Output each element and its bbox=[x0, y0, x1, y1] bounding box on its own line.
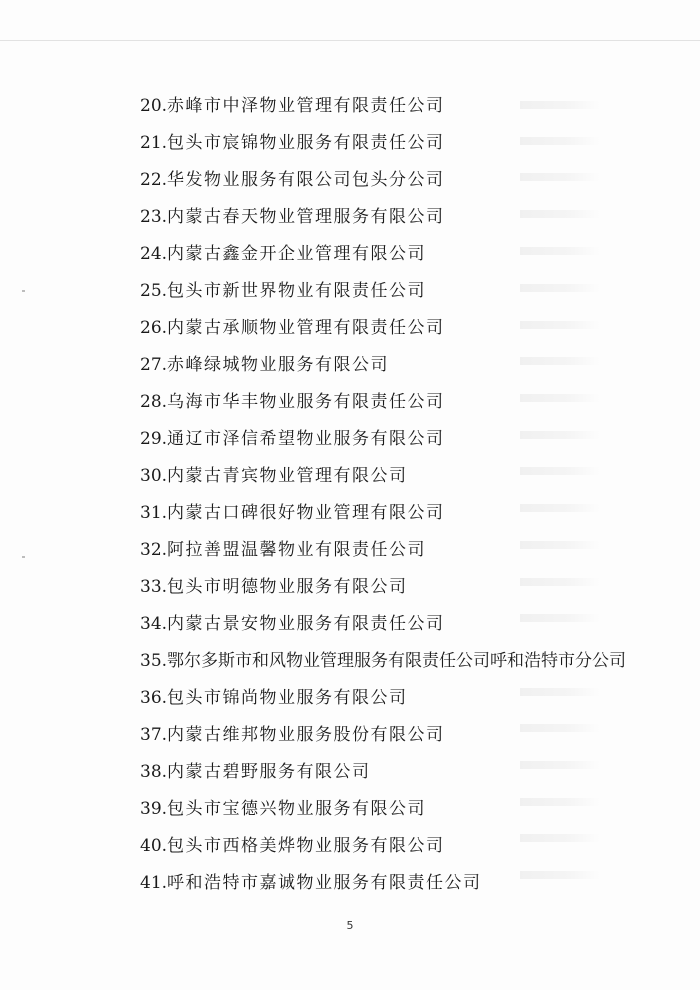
list-item bbox=[140, 532, 626, 569]
item-number: 38. bbox=[140, 762, 168, 782]
item-number: 37. bbox=[140, 725, 168, 745]
company-name: 鄂尔多斯市和风物业管理服务有限责任公司呼和浩特市分公司 bbox=[167, 651, 627, 671]
list-item bbox=[140, 236, 626, 273]
company-name: 包头市西格美烨物业服务有限公司 bbox=[167, 836, 445, 856]
list-item bbox=[140, 125, 626, 162]
company-name: 赤峰市中泽物业管理有限责任公司 bbox=[167, 96, 445, 116]
item-number: 23. bbox=[140, 207, 168, 227]
company-name: 包头市新世界物业有限责任公司 bbox=[167, 281, 427, 301]
item-number: 41. bbox=[140, 873, 168, 893]
item-number: 29. bbox=[140, 429, 168, 449]
list-item bbox=[140, 495, 626, 532]
item-number: 24. bbox=[140, 244, 168, 264]
scan-speck bbox=[22, 556, 25, 558]
list-item bbox=[140, 273, 626, 310]
item-number: 40. bbox=[140, 836, 168, 856]
list-item bbox=[140, 643, 626, 680]
page-top-edge bbox=[0, 40, 700, 41]
company-name: 内蒙古维邦物业服务股份有限公司 bbox=[167, 725, 445, 745]
company-name: 内蒙古鑫金开企业管理有限公司 bbox=[167, 244, 427, 264]
company-name: 乌海市华丰物业服务有限责任公司 bbox=[167, 392, 445, 412]
company-name: 阿拉善盟温馨物业有限责任公司 bbox=[167, 540, 427, 560]
list-item bbox=[140, 458, 626, 495]
list-item bbox=[140, 310, 626, 347]
company-name: 华发物业服务有限公司包头分公司 bbox=[167, 170, 445, 190]
list-item bbox=[140, 347, 626, 384]
item-number: 34. bbox=[140, 614, 168, 634]
item-number: 33. bbox=[140, 577, 168, 597]
list-item bbox=[140, 606, 626, 643]
item-number: 35. bbox=[140, 651, 168, 671]
list-item bbox=[140, 421, 626, 458]
list-item bbox=[140, 754, 626, 791]
item-number: 26. bbox=[140, 318, 168, 338]
company-list bbox=[140, 88, 626, 902]
company-name: 内蒙古青宾物业管理有限公司 bbox=[167, 466, 408, 486]
list-item bbox=[140, 680, 626, 717]
item-number: 32. bbox=[140, 540, 168, 560]
company-name: 内蒙古碧野服务有限公司 bbox=[167, 762, 371, 782]
company-name: 呼和浩特市嘉诚物业服务有限责任公司 bbox=[167, 873, 482, 893]
list-item bbox=[140, 717, 626, 754]
list-item bbox=[140, 828, 626, 865]
item-number: 25. bbox=[140, 281, 168, 301]
item-number: 20. bbox=[140, 96, 168, 116]
company-name: 包头市宸锦物业服务有限责任公司 bbox=[167, 133, 445, 153]
company-name: 内蒙古春天物业管理服务有限公司 bbox=[167, 207, 445, 227]
item-number: 39. bbox=[140, 799, 168, 819]
item-number: 31. bbox=[140, 503, 168, 523]
company-name: 内蒙古承顺物业管理有限责任公司 bbox=[167, 318, 445, 338]
company-name: 内蒙古景安物业服务有限责任公司 bbox=[167, 614, 445, 634]
list-item bbox=[140, 384, 626, 421]
list-item bbox=[140, 569, 626, 606]
item-number: 28. bbox=[140, 392, 168, 412]
item-number: 22. bbox=[140, 170, 168, 190]
company-name: 包头市明德物业服务有限公司 bbox=[167, 577, 408, 597]
list-item bbox=[140, 199, 626, 236]
scan-speck bbox=[22, 290, 25, 292]
list-item bbox=[140, 791, 626, 828]
company-name: 内蒙古口碑很好物业管理有限公司 bbox=[167, 503, 445, 523]
company-name: 通辽市泽信希望物业服务有限公司 bbox=[167, 429, 445, 449]
page-number: 5 bbox=[346, 919, 354, 932]
item-number: 27. bbox=[140, 355, 168, 375]
list-item bbox=[140, 162, 626, 199]
item-number: 21. bbox=[140, 133, 168, 153]
company-name: 包头市锦尚物业服务有限公司 bbox=[167, 688, 408, 708]
item-number: 30. bbox=[140, 466, 168, 486]
company-name: 包头市宝德兴物业服务有限公司 bbox=[167, 799, 427, 819]
company-name: 赤峰绿城物业服务有限公司 bbox=[167, 355, 390, 375]
list-item bbox=[140, 865, 626, 902]
item-number: 36. bbox=[140, 688, 168, 708]
list-item bbox=[140, 88, 626, 125]
